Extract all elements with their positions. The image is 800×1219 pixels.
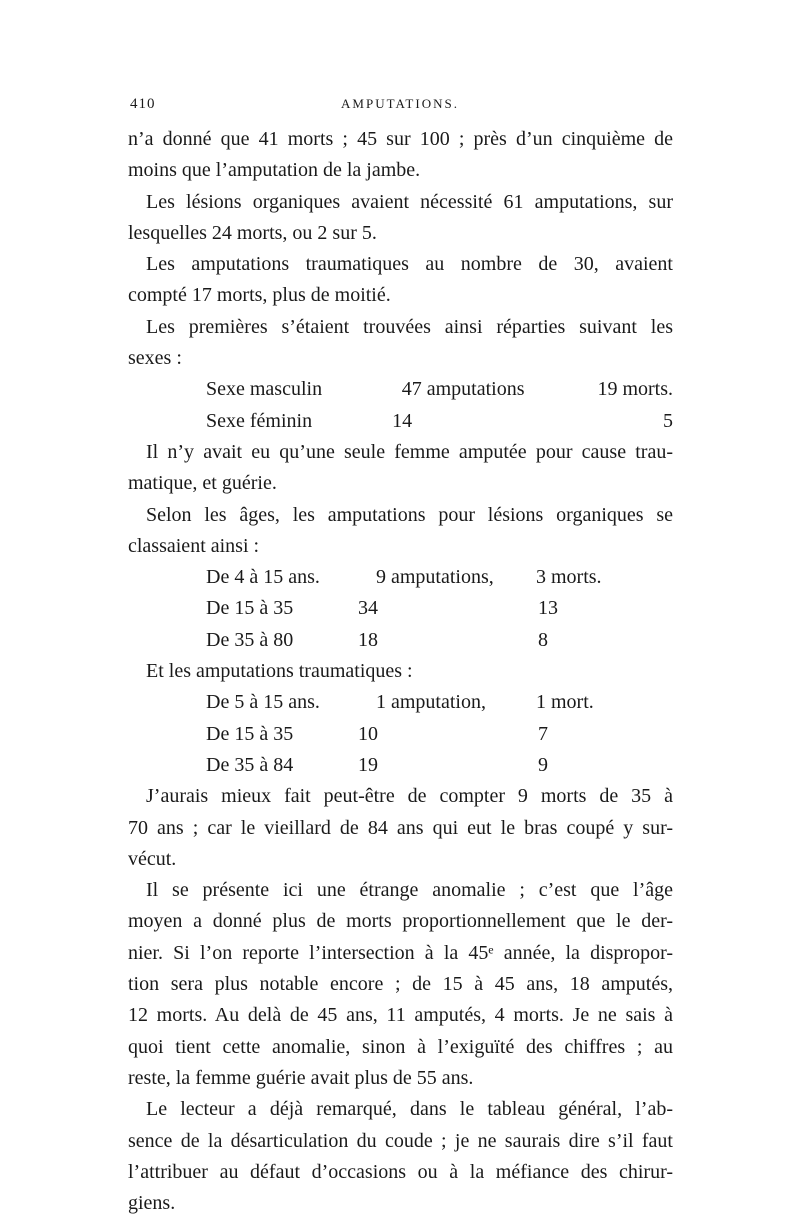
text-line: 70 ans ; car le vieillard de 84 ans qui eut le bras coupé y sur- [128,816,673,839]
age-morts: 9 [538,753,548,776]
page-header [130,96,670,120]
text-line: compté 17 morts, plus de moitié. [128,284,391,307]
age-morts: 3 morts. [536,566,602,589]
age-amputations: 9 amputations, [376,566,494,589]
text-line: Et les amputations traumatiques : [146,660,413,683]
text-line: Il se présente ici une étrange anomalie ; c’est que l’âge [146,879,673,902]
age-morts: 8 [538,628,548,651]
sex-label: Sexe féminin [206,409,313,432]
age-amputations: 34 [358,597,378,620]
text-line: tion sera plus notable encore ; de 15 à 45 ans, 18 amputés, [128,973,673,996]
text-line: lesquelles 24 morts, ou 2 sur 5. [128,221,377,244]
page-number: 410 [130,96,156,112]
age-amputations: 1 amputation, [376,691,486,714]
text-line: vécut. [128,847,177,870]
text-line: Les amputations traumatiques au nombre de 30, avaient [146,253,673,276]
text-line: Selon les âges, les amputations pour lésions organiques se [146,503,673,526]
table-row [128,593,673,624]
text-line: moyen a donné plus de morts proportionnellement que le der- [128,910,673,933]
table-row [128,625,673,656]
age-morts: 7 [538,722,548,745]
text-line: giens. [128,1192,176,1215]
text-line: sence de la désarticulation du coude ; je ne saurais dire s’il faut [128,1129,673,1152]
age-range: De 5 à 15 ans. [206,691,320,714]
age-amputations: 18 [358,628,378,651]
age-range: De 15 à 35 [206,722,294,745]
running-title: AMPUTATIONS. [341,96,459,111]
age-range: De 15 à 35 [206,597,294,620]
text-line: reste, la femme guérie avait plus de 55 ans. [128,1066,474,1089]
age-morts: 13 [538,597,558,620]
age-amputations: 10 [358,722,378,745]
table-row [128,750,673,781]
text-line: quoi tient cette anomalie, sinon à l’exiguïté des chiffres ; au [128,1035,673,1058]
text-line: classaient ainsi : [128,534,260,557]
text-line: 12 morts. Au delà de 45 ans, 11 amputés, 4 morts. Je ne sais à [128,1004,673,1027]
text-line: Les premières s’étaient trouvées ainsi réparties suivant les [146,315,673,338]
sex-amputations: 47 amputations [401,378,525,401]
text-line: matique, et guérie. [128,472,277,495]
text-line: nier. Si l’on reporte l’intersection à la 45ᵉ année, la dispropor- [128,941,673,964]
age-amputations: 19 [358,753,378,776]
text-line: l’attribuer au défaut d’occasions ou à la méfiance des chirur- [128,1160,673,1183]
age-range: De 35 à 80 [206,628,294,651]
text-line: J’aurais mieux fait peut-être de compter 9 morts de 35 à [146,785,673,808]
age-range: De 4 à 15 ans. [206,566,320,589]
table-row [128,562,673,593]
age-morts: 1 mort. [536,691,594,714]
sex-amputations: 14 [392,409,413,432]
page-body [128,124,673,1219]
text-line: moins que l’amputation de la jambe. [128,159,421,182]
text-line: sexes : [128,347,182,370]
text-line: n’a donné que 41 morts ; 45 sur 100 ; près d’un cinquième de [128,128,673,150]
table-row [128,687,673,718]
table-row [128,719,673,750]
text-line: Il n’y avait eu qu’une seule femme amputée pour cause trau- [146,440,673,463]
text-line: Le lecteur a déjà remarqué, dans le tableau général, l’ab- [146,1098,673,1121]
sex-morts: 19 morts. [597,378,673,401]
sex-label: Sexe masculin [206,378,323,401]
table-row [128,374,673,405]
age-range: De 35 à 84 [206,753,294,776]
sex-morts: 5 [663,409,673,432]
text-line: Les lésions organiques avaient nécessité 61 amputations, sur [146,190,673,213]
table-row [128,406,673,437]
